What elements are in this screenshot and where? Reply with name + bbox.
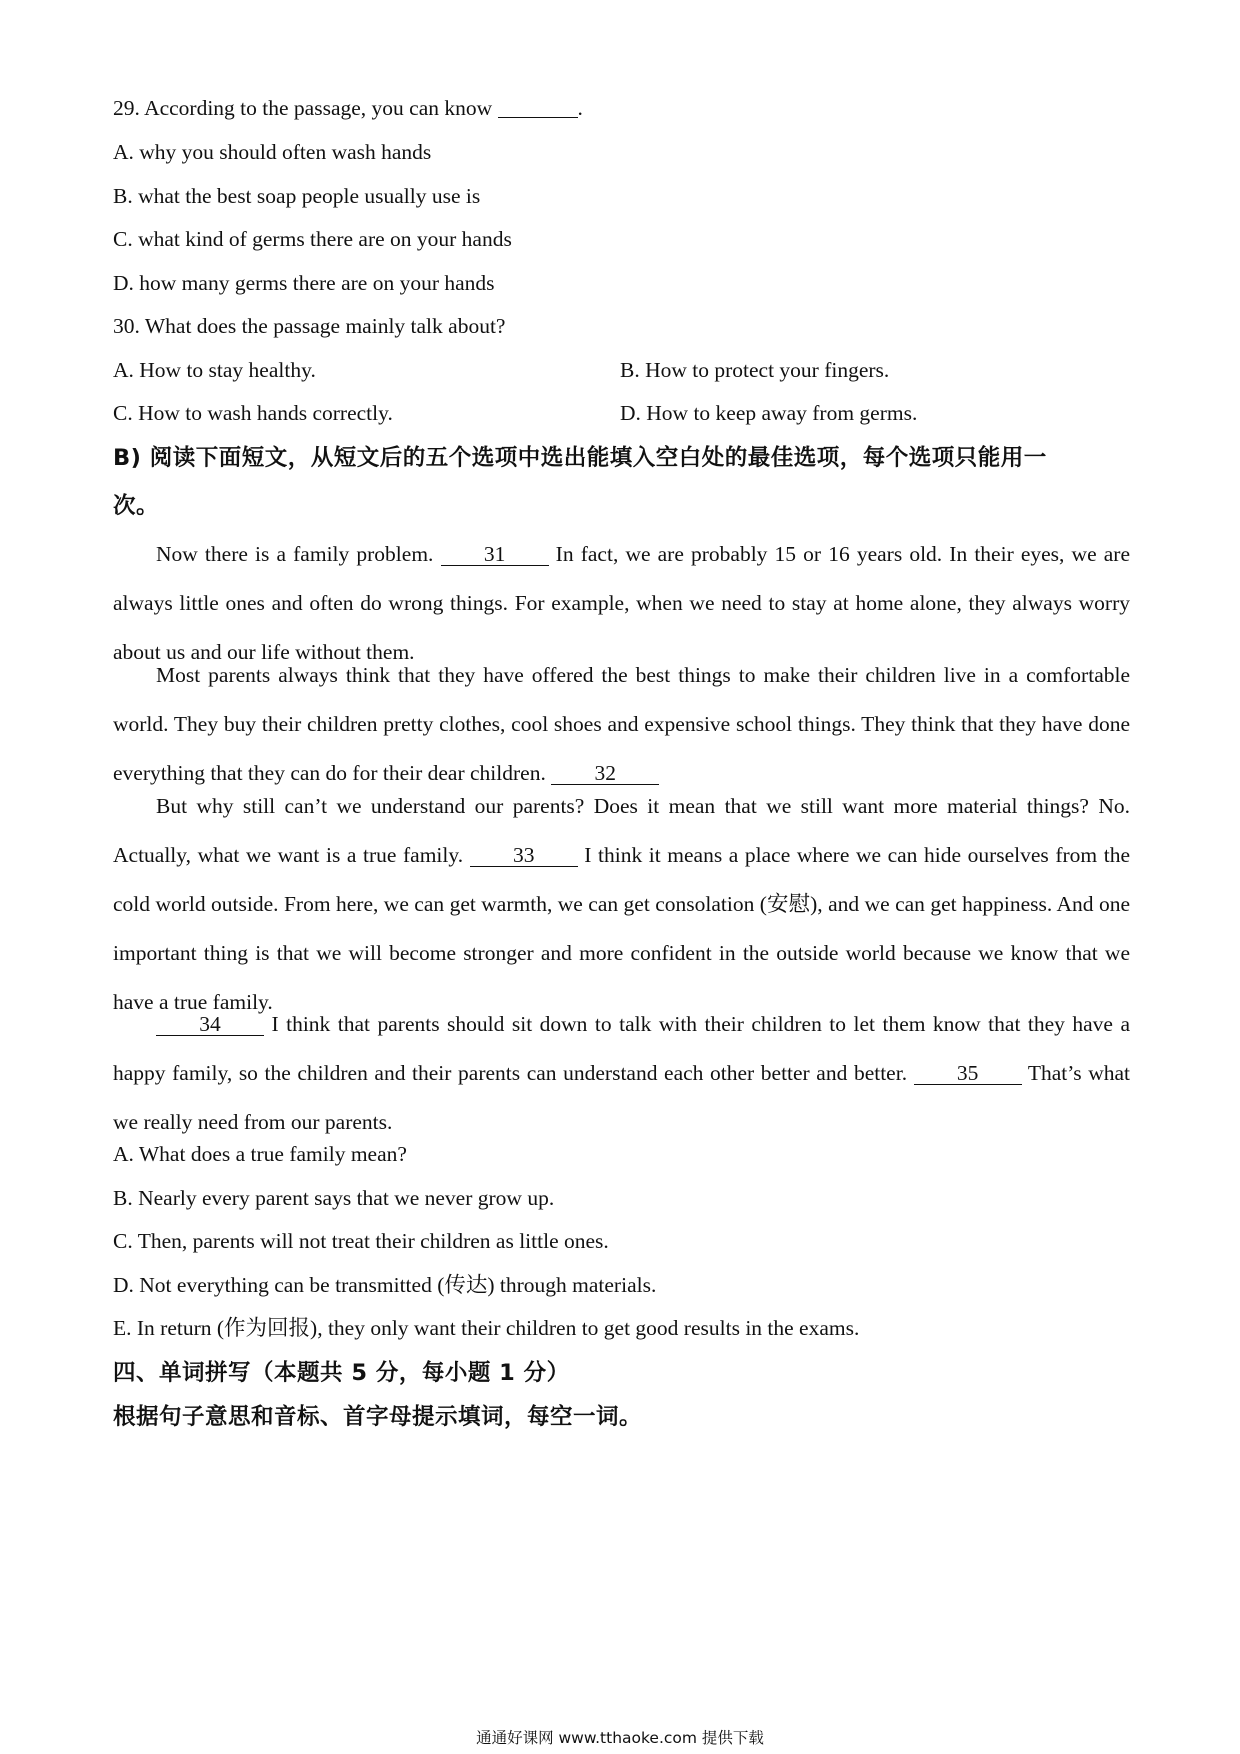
choice-e: E. In return (作为回报), they only want their children to get good results in the exams.: [113, 1316, 860, 1340]
question-29-option-b: B. what the best soap people usually use is: [113, 184, 481, 208]
question-29-option-c: C. what kind of germs there are on your hands: [113, 227, 512, 251]
passage-paragraph-4: 34 I think that parents should sit down to talk with their children to let them know that they have a happy family, so the children and their parents can understand each other better and better. 35 That’s what we really need from our parents.: [113, 1012, 1130, 1134]
section-four-title: 四、单词拼写（本题共 5 分，每小题 1 分）: [113, 1360, 570, 1386]
question-30-option-d: D. How to keep away from germs.: [620, 401, 918, 425]
question-29-option-a: A. why you should often wash hands: [113, 140, 432, 164]
choice-c: C. Then, parents will not treat their children as little ones.: [113, 1229, 609, 1253]
blank-34: 34: [156, 1013, 264, 1036]
question-30-stem: 30. What does the passage mainly talk about?: [113, 314, 506, 338]
question-29-stem: 29. According to the passage, you can know .: [113, 96, 583, 120]
question-29-option-d: D. how many germs there are on your hands: [113, 271, 495, 295]
page-footer: 通通好课网 www.tthaoke.com 提供下载: [476, 1729, 764, 1747]
blank-31: 31: [441, 543, 549, 566]
question-30-option-b: B. How to protect your fingers.: [620, 358, 890, 382]
section-b-instruction-line1: B) 阅读下面短文，从短文后的五个选项中选出能填入空白处的最佳选项，每个选项只能用一: [113, 445, 1047, 471]
question-30-option-a: A. How to stay healthy.: [113, 358, 316, 382]
choice-d: D. Not everything can be transmitted (传达) through materials.: [113, 1273, 657, 1297]
passage-paragraph-1: Now there is a family problem. 31 In fact, we are probably 15 or 16 years old. In their eyes, we are always little ones and often do wrong things. For example, when we need to stay at home alone, they always worry about us and our life without them.: [113, 542, 1130, 664]
choice-b: B. Nearly every parent says that we never grow up.: [113, 1186, 555, 1210]
passage-paragraph-2: Most parents always think that they have offered the best things to make their children live in a comfortable world. They buy their children pretty clothes, cool shoes and expensive school things. They think that they have done everything that they can do for their dear children. 32: [113, 663, 1130, 785]
blank-32: 32: [551, 762, 659, 785]
choice-a: A. What does a true family mean?: [113, 1142, 407, 1166]
blank-35: 35: [914, 1062, 1022, 1085]
section-b-instruction-line2: 次。: [113, 493, 160, 519]
answer-blank-29: [498, 99, 578, 118]
question-30-option-c: C. How to wash hands correctly.: [113, 401, 393, 425]
section-four-instruction: 根据句子意思和音标、首字母提示填词，每空一词。: [113, 1404, 643, 1430]
blank-33: 33: [470, 844, 578, 867]
passage-paragraph-3: But why still can’t we understand our parents? Does it mean that we still want more material things? No. Actually, what we want is a true family. 33 I think it means a place where we can hide ourselves from the cold world outside. From here, we can get warmth, we can get consolation (安慰), and we can get happiness. And one important thing is that we will become stronger and more confident in the outside world because we know that we have a true family.: [113, 794, 1131, 1014]
